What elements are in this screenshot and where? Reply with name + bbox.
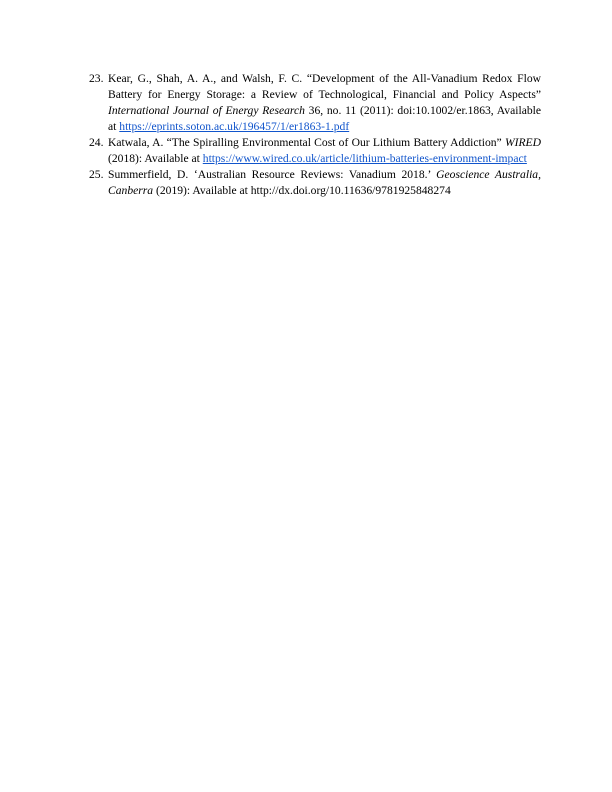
reference-link[interactable]: https://eprints.soton.ac.uk/196457/1/er1863-1.pdf: [119, 120, 350, 133]
reference-item-23: [89, 71, 541, 135]
reference-text: [108, 168, 541, 197]
reference-number: 25.: [89, 168, 104, 181]
reference-details: 36, no. 11 (2011): doi:10.1002/er.1863, Available at: [108, 104, 541, 133]
reference-item-24: [89, 135, 541, 167]
reference-item-25: [89, 167, 541, 199]
reference-authors-title: Summerfield, D. ‘Australian Resource Reviews: Vanadium 2018.’: [108, 168, 437, 181]
reference-text: [108, 136, 541, 165]
publisher-name: Geoscience Australia, Canberra: [108, 168, 541, 197]
reference-number: 23.: [89, 72, 104, 85]
reference-details: (2018): Available at: [108, 152, 203, 165]
reference-list: [89, 71, 541, 199]
publication-name: WIRED: [504, 136, 541, 149]
reference-link[interactable]: https://www.wired.co.uk/article/lithium-batteries-environment-impact: [202, 152, 527, 165]
reference-authors-title: Katwala, A. “The Spiralling Environmental Cost of Our Lithium Battery Addiction”: [108, 136, 505, 149]
reference-number: 24.: [89, 136, 104, 149]
reference-authors-title: Kear, G., Shah, A. A., and Walsh, F. C. “Development of the All-Vanadium Redox Flow Battery for Energy Storage: a Review of Technological, Financial and Policy Aspects”: [108, 72, 541, 101]
reference-details: (2019): Available at http://dx.doi.org/10.11636/9781925848274: [153, 184, 451, 197]
journal-name: International Journal of Energy Research: [108, 104, 305, 117]
reference-text: [108, 72, 541, 133]
